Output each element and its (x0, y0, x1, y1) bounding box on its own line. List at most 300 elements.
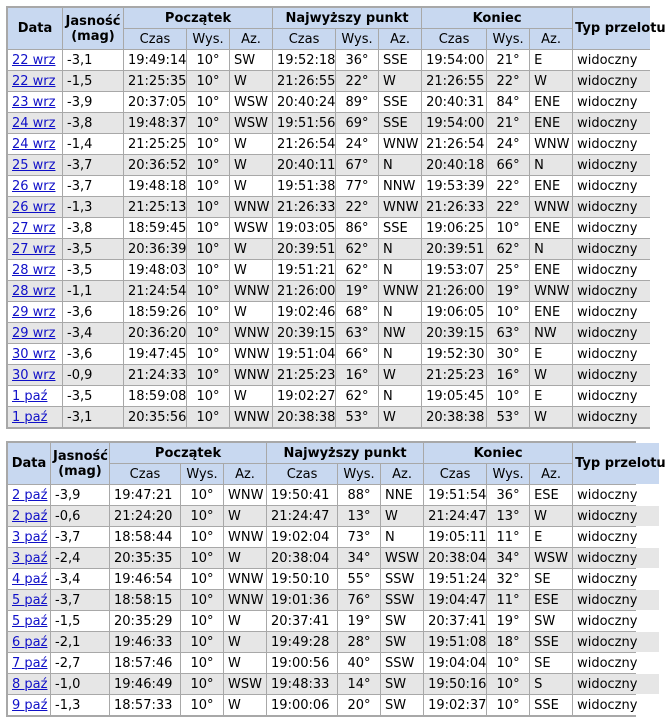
highest-time-cell: 20:38:04 (267, 548, 337, 568)
start-time-cell: 21:25:13 (124, 197, 186, 217)
start-alt-cell: 10° (187, 218, 229, 238)
table-row (8, 548, 659, 568)
highest-time-cell: 19:49:28 (267, 632, 337, 652)
pass-type-cell: widoczny (573, 674, 659, 694)
highest-alt-cell: 76° (338, 590, 380, 610)
subheader-highest-time: Czas (273, 29, 335, 49)
date-link[interactable]: 29 wrz (12, 325, 56, 341)
start-time-cell: 19:46:54 (110, 569, 180, 589)
start-az-cell: W (224, 632, 266, 652)
date-link[interactable]: 26 wrz (12, 199, 56, 215)
end-alt-cell: 53° (487, 407, 529, 427)
highest-az-cell: SW (381, 611, 423, 631)
table-row (8, 155, 650, 175)
highest-az-cell: WNW (379, 281, 421, 301)
start-az-cell: W (230, 239, 272, 259)
header-magnitude-line1: Jasność (65, 13, 121, 29)
highest-time-cell: 19:02:04 (267, 527, 337, 547)
pass-type-cell: widoczny (573, 653, 659, 673)
highest-time-cell: 19:00:06 (267, 695, 337, 715)
highest-az-cell: WSW (381, 548, 423, 568)
date-link[interactable]: 24 wrz (12, 136, 56, 152)
start-time-cell: 19:48:37 (124, 113, 186, 133)
highest-az-cell: N (379, 155, 421, 175)
passes-table-2-frame (6, 441, 666, 717)
highest-alt-cell: 62° (336, 239, 378, 259)
end-time-cell: 19:06:25 (422, 218, 486, 238)
subheader-highest-az: Az. (379, 29, 421, 49)
date-link[interactable]: 4 paź (12, 571, 48, 587)
date-cell (8, 485, 50, 505)
highest-az-cell: N (379, 239, 421, 259)
highest-time-cell: 19:51:04 (273, 344, 335, 364)
magnitude-cell: -3,5 (63, 386, 123, 406)
date-link[interactable]: 2 paź (12, 508, 48, 524)
start-az-cell: W (230, 155, 272, 175)
start-az-cell: WSW (230, 92, 272, 112)
date-cell (8, 365, 62, 385)
pass-type-cell: widoczny (573, 485, 659, 505)
pass-type-cell: widoczny (573, 50, 650, 70)
end-az-cell: W (530, 506, 572, 526)
end-az-cell: N (530, 239, 572, 259)
end-az-cell: SSE (530, 695, 572, 715)
table-row (8, 695, 659, 715)
date-link[interactable]: 28 wrz (12, 283, 56, 299)
subheader-highest-alt: Wys. (338, 464, 380, 484)
start-alt-cell: 10° (187, 344, 229, 364)
date-cell (8, 71, 62, 91)
start-az-cell: WNW (224, 569, 266, 589)
start-az-cell: WSW (230, 218, 272, 238)
start-alt-cell: 10° (187, 134, 229, 154)
end-alt-cell: 66° (487, 155, 529, 175)
highest-az-cell: N (379, 386, 421, 406)
date-cell (8, 527, 50, 547)
highest-time-cell: 20:38:38 (273, 407, 335, 427)
end-az-cell: ENE (530, 92, 572, 112)
highest-az-cell: N (379, 344, 421, 364)
highest-alt-cell: 53° (336, 407, 378, 427)
magnitude-cell: -1,5 (63, 71, 123, 91)
highest-time-cell: 19:00:56 (267, 653, 337, 673)
highest-alt-cell: 73° (338, 527, 380, 547)
highest-az-cell: SSE (379, 218, 421, 238)
highest-time-cell: 19:50:10 (267, 569, 337, 589)
end-az-cell: W (530, 407, 572, 427)
end-az-cell: SE (530, 653, 572, 673)
highest-time-cell: 20:39:51 (273, 239, 335, 259)
end-time-cell: 20:40:31 (422, 92, 486, 112)
table-row (8, 632, 659, 652)
end-az-cell: WNW (530, 197, 572, 217)
end-az-cell: SSE (530, 632, 572, 652)
highest-alt-cell: 20° (338, 695, 380, 715)
end-time-cell: 19:53:39 (422, 176, 486, 196)
end-az-cell: E (530, 386, 572, 406)
start-time-cell: 19:46:33 (110, 632, 180, 652)
pass-type-cell: widoczny (573, 92, 650, 112)
pass-type-cell: widoczny (573, 113, 650, 133)
magnitude-cell: -3,5 (63, 260, 123, 280)
highest-alt-cell: 16° (336, 365, 378, 385)
start-az-cell: W (230, 302, 272, 322)
highest-alt-cell: 55° (338, 569, 380, 589)
pass-type-cell: widoczny (573, 527, 659, 547)
table-row (8, 176, 650, 196)
end-alt-cell: 63° (487, 323, 529, 343)
date-cell (8, 113, 62, 133)
end-alt-cell: 24° (487, 134, 529, 154)
magnitude-cell: -3,7 (51, 527, 109, 547)
highest-alt-cell: 22° (336, 71, 378, 91)
date-link[interactable]: 1 paź (12, 409, 48, 425)
end-time-cell: 21:25:23 (422, 365, 486, 385)
end-time-cell: 19:52:30 (422, 344, 486, 364)
start-time-cell: 19:49:14 (124, 50, 186, 70)
pass-type-cell: widoczny (573, 695, 659, 715)
header-date: Data (8, 443, 50, 484)
table-row (8, 260, 650, 280)
passes-table-2 (7, 442, 666, 716)
date-link[interactable]: 28 wrz (12, 262, 56, 278)
start-az-cell: WNW (230, 365, 272, 385)
highest-alt-cell: 68° (336, 302, 378, 322)
pass-type-cell: widoczny (573, 548, 659, 568)
magnitude-cell: -1,4 (63, 134, 123, 154)
start-time-cell: 18:58:15 (110, 590, 180, 610)
end-alt-cell: 22° (487, 197, 529, 217)
date-cell (8, 134, 62, 154)
end-time-cell: 21:24:47 (424, 506, 486, 526)
date-link[interactable]: 7 paź (12, 655, 48, 671)
highest-time-cell: 19:03:05 (273, 218, 335, 238)
magnitude-cell: -3,8 (63, 113, 123, 133)
date-link[interactable]: 30 wrz (12, 346, 56, 362)
start-time-cell: 21:25:25 (124, 134, 186, 154)
subheader-end-az: Az. (530, 29, 572, 49)
end-time-cell: 19:54:00 (422, 113, 486, 133)
start-time-cell: 18:58:44 (110, 527, 180, 547)
end-az-cell: SW (530, 611, 572, 631)
start-alt-cell: 10° (187, 260, 229, 280)
date-cell (8, 569, 50, 589)
start-time-cell: 20:36:20 (124, 323, 186, 343)
end-alt-cell: 30° (487, 344, 529, 364)
date-link[interactable]: 25 wrz (12, 157, 56, 173)
date-cell (8, 50, 62, 70)
date-link[interactable]: 1 paź (12, 388, 48, 404)
start-az-cell: W (230, 386, 272, 406)
magnitude-cell: -2,1 (51, 632, 109, 652)
highest-alt-cell: 69° (336, 113, 378, 133)
subheader-start-az: Az. (230, 29, 272, 49)
start-alt-cell: 10° (181, 485, 223, 505)
highest-time-cell: 20:37:41 (267, 611, 337, 631)
date-cell (8, 674, 50, 694)
start-az-cell: W (230, 71, 272, 91)
start-az-cell: W (224, 548, 266, 568)
table-row (8, 506, 659, 526)
date-link[interactable]: 27 wrz (12, 241, 56, 257)
highest-time-cell: 19:51:21 (273, 260, 335, 280)
date-cell (8, 197, 62, 217)
end-az-cell: SE (530, 569, 572, 589)
magnitude-cell: -2,4 (51, 548, 109, 568)
highest-time-cell: 21:26:55 (273, 71, 335, 91)
pass-type-cell: widoczny (573, 260, 650, 280)
end-time-cell: 19:04:04 (424, 653, 486, 673)
end-alt-cell: 19° (487, 611, 529, 631)
magnitude-cell: -2,7 (51, 653, 109, 673)
table-row (8, 386, 650, 406)
table-row (8, 113, 650, 133)
end-time-cell: 20:38:38 (422, 407, 486, 427)
table-row (8, 239, 650, 259)
magnitude-cell: -3,9 (51, 485, 109, 505)
pass-type-cell: widoczny (573, 71, 650, 91)
table-row (8, 92, 650, 112)
end-az-cell: S (530, 674, 572, 694)
highest-alt-cell: 36° (336, 50, 378, 70)
highest-alt-cell: 77° (336, 176, 378, 196)
date-link[interactable]: 29 wrz (12, 304, 56, 320)
start-time-cell: 19:47:45 (124, 344, 186, 364)
date-link[interactable]: 22 wrz (12, 73, 56, 89)
magnitude-cell: -3,7 (63, 176, 123, 196)
header-magnitude-line2: (mag) (58, 463, 102, 479)
start-alt-cell: 10° (181, 611, 223, 631)
magnitude-cell: -3,7 (51, 590, 109, 610)
start-alt-cell: 10° (181, 569, 223, 589)
start-alt-cell: 10° (187, 281, 229, 301)
date-cell (8, 611, 50, 631)
end-time-cell: 21:26:33 (422, 197, 486, 217)
end-alt-cell: 10° (487, 653, 529, 673)
magnitude-cell: -1,3 (51, 695, 109, 715)
date-link[interactable]: 6 paź (12, 634, 48, 650)
end-time-cell: 19:54:00 (422, 50, 486, 70)
highest-alt-cell: 66° (336, 344, 378, 364)
end-time-cell: 21:26:55 (422, 71, 486, 91)
date-cell (8, 281, 62, 301)
date-cell (8, 695, 50, 715)
date-cell (8, 344, 62, 364)
table-row (8, 302, 650, 322)
start-az-cell: W (224, 695, 266, 715)
end-alt-cell: 18° (487, 632, 529, 652)
date-link[interactable]: 5 paź (12, 592, 48, 608)
start-time-cell: 21:24:20 (110, 506, 180, 526)
magnitude-cell: -3,7 (63, 155, 123, 175)
table-row (8, 653, 659, 673)
date-link[interactable]: 3 paź (12, 550, 48, 566)
pass-type-cell: widoczny (573, 506, 659, 526)
end-alt-cell: 10° (487, 674, 529, 694)
date-link[interactable]: 24 wrz (12, 115, 56, 131)
end-time-cell: 19:51:54 (424, 485, 486, 505)
subheader-start-time: Czas (124, 29, 186, 49)
table-row (8, 197, 650, 217)
date-link[interactable]: 3 paź (12, 529, 48, 545)
highest-az-cell: SSW (381, 590, 423, 610)
start-alt-cell: 10° (181, 527, 223, 547)
date-link[interactable]: 22 wrz (12, 52, 56, 68)
start-alt-cell: 10° (187, 71, 229, 91)
highest-az-cell: NNW (379, 176, 421, 196)
pass-type-cell: widoczny (573, 323, 650, 343)
date-cell (8, 632, 50, 652)
start-az-cell: W (230, 260, 272, 280)
date-cell (8, 218, 62, 238)
highest-az-cell: N (379, 260, 421, 280)
highest-az-cell: NW (379, 323, 421, 343)
date-cell (8, 548, 50, 568)
start-time-cell: 18:57:33 (110, 695, 180, 715)
header-pass-type: Typ przelotu (573, 443, 659, 484)
end-time-cell: 19:53:07 (422, 260, 486, 280)
date-cell (8, 239, 62, 259)
subheader-highest-az: Az. (381, 464, 423, 484)
end-az-cell: ESE (530, 590, 572, 610)
header-magnitude (63, 8, 123, 49)
date-link[interactable]: 2 paź (12, 487, 48, 503)
header-end: Koniec (422, 8, 572, 28)
highest-time-cell: 21:26:54 (273, 134, 335, 154)
date-cell (8, 407, 62, 427)
magnitude-cell: -1,0 (51, 674, 109, 694)
start-time-cell: 20:35:56 (124, 407, 186, 427)
end-time-cell: 20:40:18 (422, 155, 486, 175)
start-az-cell: W (230, 176, 272, 196)
highest-time-cell: 19:50:41 (267, 485, 337, 505)
end-az-cell: W (530, 365, 572, 385)
start-time-cell: 21:25:35 (124, 71, 186, 91)
subheader-end-az: Az. (530, 464, 572, 484)
pass-type-cell: widoczny (573, 197, 650, 217)
pass-type-cell: widoczny (573, 155, 650, 175)
date-link[interactable]: 27 wrz (12, 220, 56, 236)
start-time-cell: 18:57:46 (110, 653, 180, 673)
highest-time-cell: 21:26:00 (273, 281, 335, 301)
highest-time-cell: 20:40:11 (273, 155, 335, 175)
highest-time-cell: 19:52:18 (273, 50, 335, 70)
end-az-cell: ENE (530, 176, 572, 196)
magnitude-cell: -3,6 (63, 344, 123, 364)
subheader-end-time: Czas (422, 29, 486, 49)
end-az-cell: WSW (530, 548, 572, 568)
start-alt-cell: 10° (181, 695, 223, 715)
date-link[interactable]: 23 wrz (12, 94, 56, 110)
start-alt-cell: 10° (181, 632, 223, 652)
date-link[interactable]: 30 wrz (12, 367, 56, 383)
header-magnitude-line1: Jasność (53, 448, 108, 464)
table-row (8, 674, 659, 694)
start-alt-cell: 10° (187, 323, 229, 343)
highest-alt-cell: 89° (336, 92, 378, 112)
table-row (8, 218, 650, 238)
start-alt-cell: 10° (187, 386, 229, 406)
table-row (8, 281, 650, 301)
start-alt-cell: 10° (187, 113, 229, 133)
start-alt-cell: 10° (181, 506, 223, 526)
end-time-cell: 19:05:45 (422, 386, 486, 406)
start-alt-cell: 10° (181, 653, 223, 673)
header-pass-type: Typ przelotu (573, 8, 650, 49)
date-link[interactable]: 26 wrz (12, 178, 56, 194)
start-az-cell: WNW (224, 527, 266, 547)
start-alt-cell: 10° (181, 548, 223, 568)
highest-az-cell: SSE (379, 92, 421, 112)
start-time-cell: 18:59:45 (124, 218, 186, 238)
start-alt-cell: 10° (187, 407, 229, 427)
end-alt-cell: 32° (487, 569, 529, 589)
table-row (8, 344, 650, 364)
header-magnitude (51, 443, 109, 484)
end-time-cell: 20:39:51 (422, 239, 486, 259)
end-alt-cell: 13° (487, 506, 529, 526)
start-alt-cell: 10° (187, 197, 229, 217)
passes-table-1-frame (6, 6, 666, 429)
pass-type-cell: widoczny (573, 176, 650, 196)
date-cell (8, 260, 62, 280)
date-cell (8, 653, 50, 673)
start-alt-cell: 10° (187, 239, 229, 259)
pass-type-cell: widoczny (573, 386, 650, 406)
header-start: Początek (110, 443, 266, 463)
highest-alt-cell: 14° (338, 674, 380, 694)
highest-az-cell: W (379, 365, 421, 385)
end-alt-cell: 11° (487, 590, 529, 610)
pass-type-cell: widoczny (573, 407, 650, 427)
highest-az-cell: SSW (381, 653, 423, 673)
magnitude-cell: -3,9 (63, 92, 123, 112)
start-az-cell: WNW (230, 407, 272, 427)
start-az-cell: WNW (224, 485, 266, 505)
start-az-cell: WNW (224, 590, 266, 610)
start-az-cell: W (224, 611, 266, 631)
header-magnitude-line2: (mag) (71, 28, 115, 44)
end-time-cell: 20:37:41 (424, 611, 486, 631)
magnitude-cell: -3,1 (63, 407, 123, 427)
start-time-cell: 18:59:26 (124, 302, 186, 322)
date-link[interactable]: 9 paź (12, 697, 48, 713)
header-end: Koniec (424, 443, 572, 463)
pass-type-cell: widoczny (573, 134, 650, 154)
date-link[interactable]: 5 paź (12, 613, 48, 629)
end-alt-cell: 25° (487, 260, 529, 280)
magnitude-cell: -3,1 (63, 50, 123, 70)
highest-az-cell: SW (381, 695, 423, 715)
table-row (8, 611, 659, 631)
end-alt-cell: 22° (487, 176, 529, 196)
subheader-end-time: Czas (424, 464, 486, 484)
end-az-cell: E (530, 527, 572, 547)
date-cell (8, 506, 50, 526)
end-az-cell: W (530, 71, 572, 91)
highest-alt-cell: 28° (338, 632, 380, 652)
date-link[interactable]: 8 paź (12, 676, 48, 692)
table-row (8, 50, 650, 70)
highest-time-cell: 21:24:47 (267, 506, 337, 526)
end-az-cell: E (530, 344, 572, 364)
end-az-cell: E (530, 50, 572, 70)
magnitude-cell: -1,3 (63, 197, 123, 217)
end-alt-cell: 11° (487, 527, 529, 547)
start-alt-cell: 10° (181, 590, 223, 610)
highest-az-cell: SW (381, 674, 423, 694)
end-alt-cell: 10° (487, 218, 529, 238)
